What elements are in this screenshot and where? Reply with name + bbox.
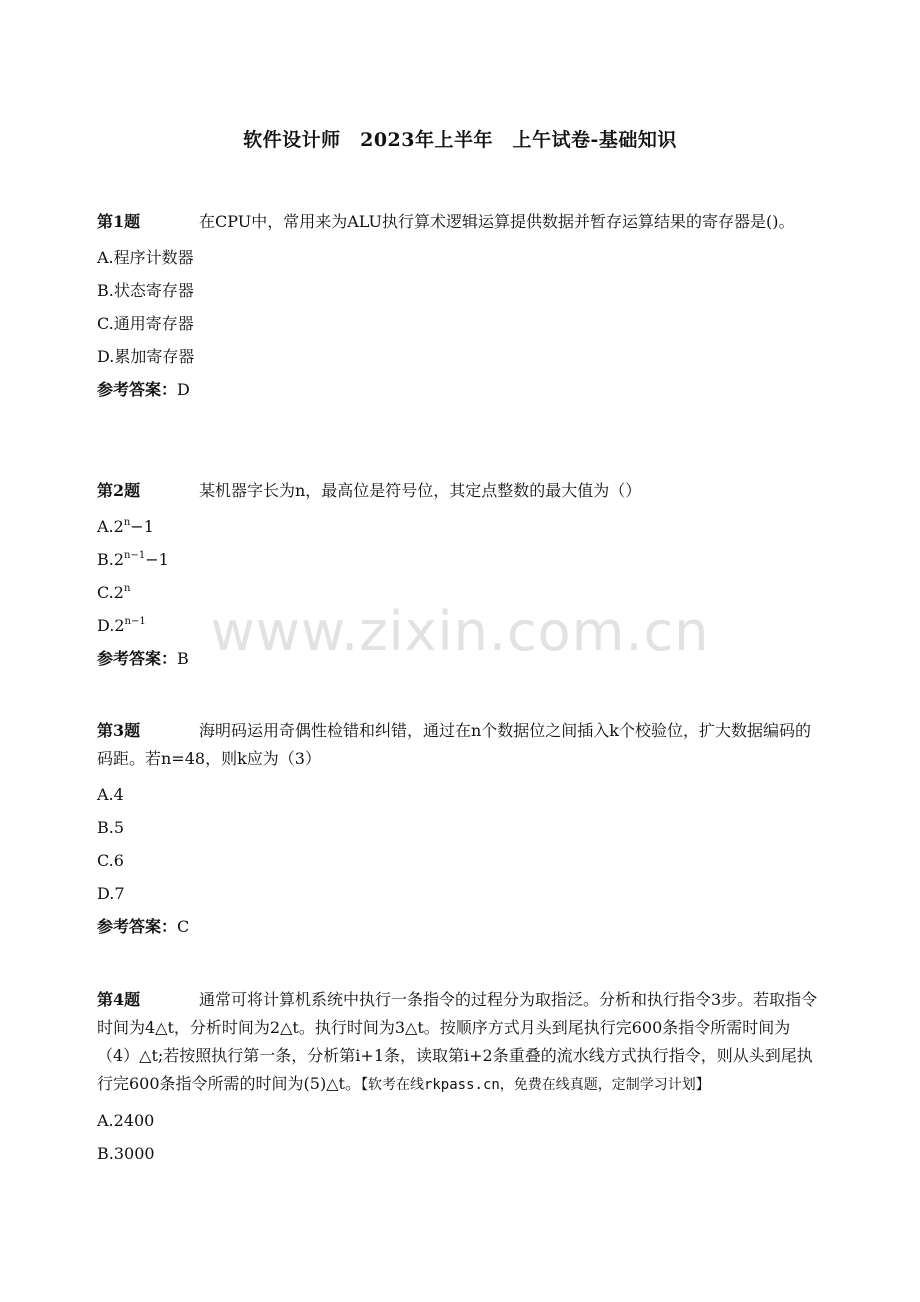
option-b <box>97 549 823 571</box>
option-base: B.2 <box>97 550 125 569</box>
question-stem <box>97 477 823 505</box>
watermark: www.zixin.com.cn <box>210 600 710 663</box>
question-stem <box>97 208 823 236</box>
question-number: 第2题 <box>97 481 141 500</box>
question-stem <box>97 717 823 773</box>
reference-answer <box>97 916 823 938</box>
option-suffix: −1 <box>145 550 169 569</box>
option-d <box>97 615 823 637</box>
question-2 <box>97 477 823 670</box>
option-b: B.5 <box>97 818 125 837</box>
answer-value: D <box>177 380 190 399</box>
option-base: D.2 <box>97 616 125 635</box>
option-b: B.3000 <box>97 1144 155 1163</box>
question-4 <box>97 986 823 1165</box>
question-text: 通常可将计算机系统中执行一条指令的过程分为取指泛。分析和执行指令3步。若取指令时间为4△t，分析时间为2△t。执行时间为3△t。按顺序方式月头到尾执行完600条指令所需时间为（4）△t;若按照执行第一条，分析第i+1条，读取第i+2条重叠的流水线方式执行指令，则从头到尾执行完600条指令所需的时间为(5)△t。 <box>97 990 818 1093</box>
option-a: A.4 <box>97 785 124 804</box>
question-stem <box>97 986 823 1099</box>
option-base: A.2 <box>97 517 124 536</box>
option-d: D.累加寄存器 <box>97 347 195 366</box>
answer-label: 参考答案： <box>97 649 178 668</box>
question-number: 第3题 <box>97 721 141 740</box>
question-text: 海明码运用奇偶性检错和纠错，通过在n个数据位之间插入k个校验位，扩大数据编码的码距。若n=48，则k应为（3） <box>97 721 812 768</box>
option-c <box>97 582 823 604</box>
option-c: C.通用寄存器 <box>97 314 194 333</box>
option-a <box>97 516 823 538</box>
option-exponent: n−1 <box>124 550 146 561</box>
document-title: 软件设计师 2023年上半年 上午试卷-基础知识 <box>243 129 677 151</box>
reference-answer <box>97 648 823 670</box>
question-text: 某机器字长为n，最高位是符号位，其定点整数的最大值为（） <box>199 481 642 500</box>
option-base: C.2 <box>97 583 124 602</box>
option-exponent: n <box>123 583 131 594</box>
option-d: D.7 <box>97 884 125 903</box>
option-suffix: −1 <box>130 517 154 536</box>
option-b: B.状态寄存器 <box>97 281 194 300</box>
option-exponent: n <box>123 517 131 528</box>
reference-answer <box>97 379 823 401</box>
question-text: 在CPU中，常用来为ALU执行算术逻辑运算提供数据并暂存运算结果的寄存器是()。 <box>199 212 795 231</box>
answer-value: C <box>177 917 190 936</box>
question-1 <box>97 208 823 401</box>
source-reference: 【软考在线rkpass.cn，免费在线真题，定制学习计划】 <box>360 1077 710 1093</box>
answer-label: 参考答案： <box>97 380 178 399</box>
option-a: A.程序计数器 <box>97 248 194 267</box>
answer-value: B <box>177 649 189 668</box>
option-a: A.2400 <box>97 1111 155 1130</box>
option-exponent: n−1 <box>124 616 146 627</box>
question-number: 第1题 <box>97 212 141 231</box>
option-c: C.6 <box>97 851 124 870</box>
question-number: 第4题 <box>97 990 141 1009</box>
answer-label: 参考答案： <box>97 917 178 936</box>
question-3 <box>97 717 823 938</box>
